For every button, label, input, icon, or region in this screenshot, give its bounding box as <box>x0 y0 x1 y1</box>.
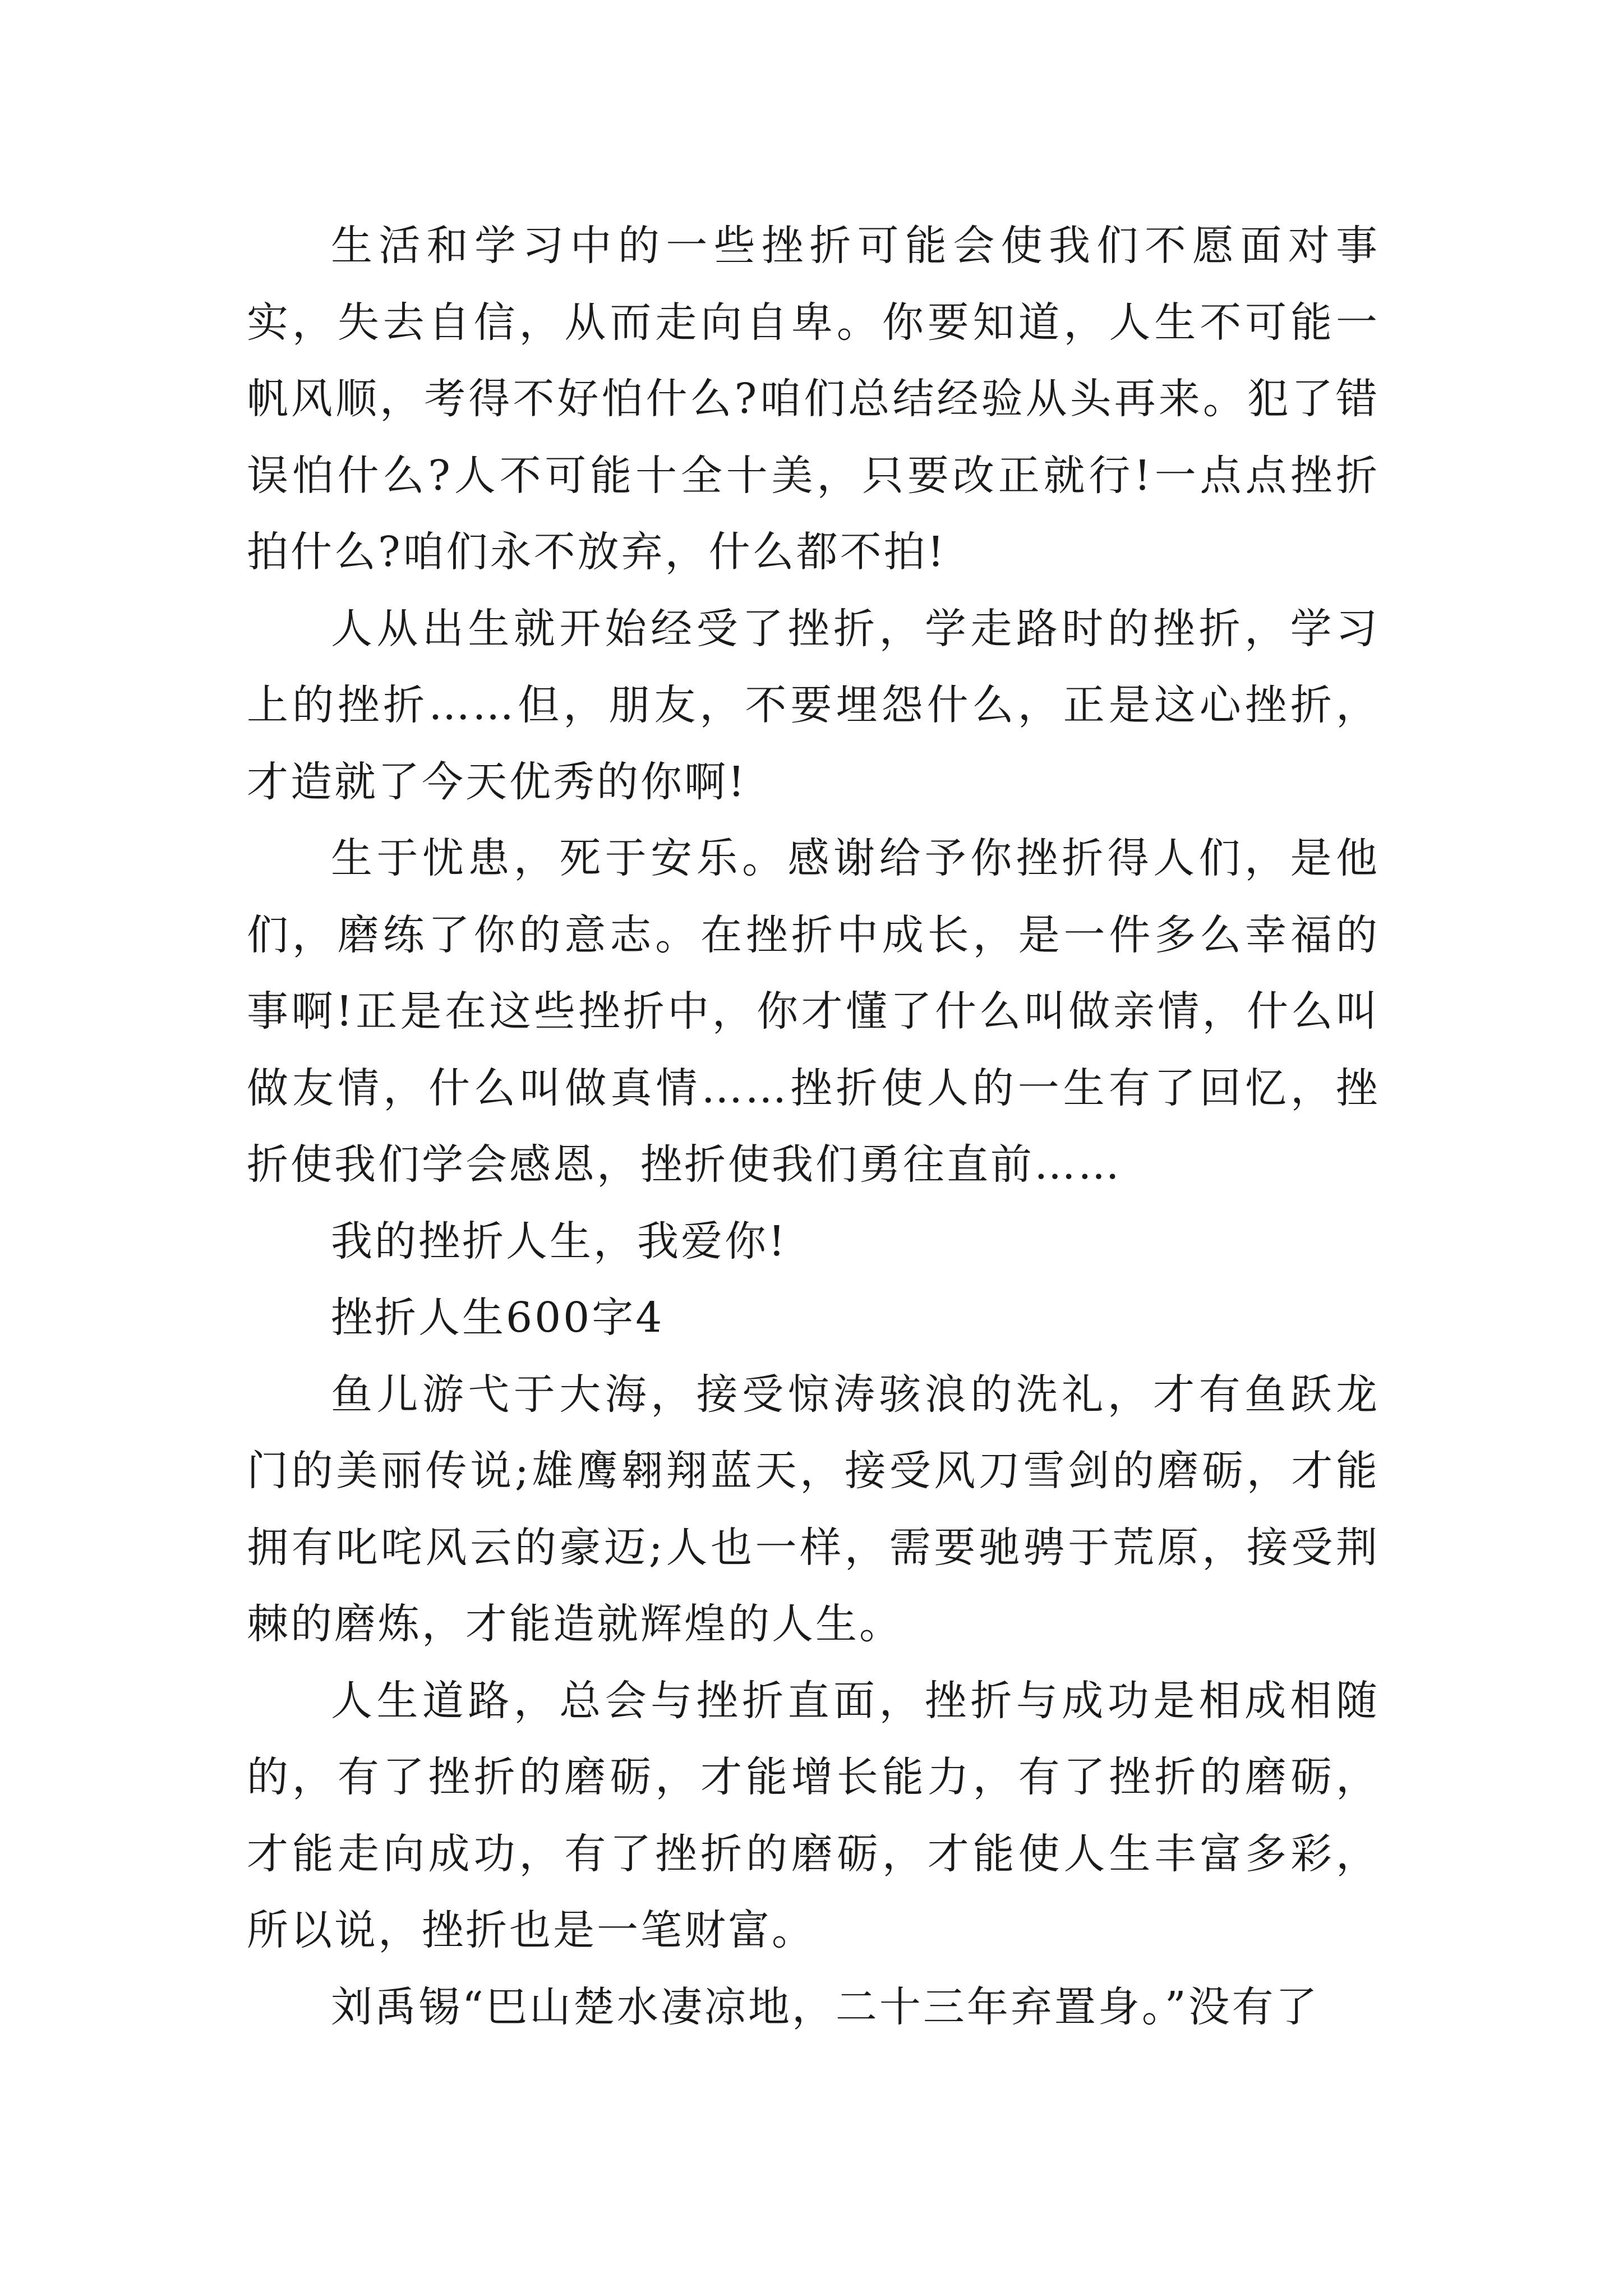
section-heading: 挫折人生600字4 <box>331 1294 665 1342</box>
paragraph-5: 鱼儿游弋于大海，接受惊涛骇浪的洗礼，才有鱼跃龙门的美丽传说;雄鹰翱翔蓝天，接受风刀雪剑的磨砺，才能拥有叱咤风云的豪迈;人也一样，需要驰骋于荒原，接受荆棘的磨炼，才能造就辉煌的人生。 <box>247 1370 1380 1648</box>
document-body <box>247 208 1380 2045</box>
paragraph-4: 我的挫折人生，我爱你! <box>331 1217 787 1266</box>
paragraph-1: 生活和学习中的一些挫折可能会使我们不愿面对事实，失去自信，从而走向自卑。你要知道，人生不可能一帆风顺，考得不好怕什么?咱们总结经验从头再来。犯了错误怕什么?人不可能十全十美，只要改正就行!一点点挫折拍什么?咱们永不放弃，什么都不拍! <box>247 222 1380 576</box>
paragraph-7: 刘禹锡“巴山楚水凄凉地，二十三年弃置身。”没有了 <box>331 1982 1320 2031</box>
paragraph-6: 人生道路，总会与挫折直面，挫折与成功是相成相随的，有了挫折的磨砺，才能增长能力，有了挫折的磨砺，才能走向成功，有了挫折的磨砺，才能使人生丰富多彩，所以说，挫折也是一笔财富。 <box>247 1676 1380 1954</box>
paragraph-3: 生于忧患，死于安乐。感谢给予你挫折得人们，是他们，磨练了你的意志。在挫折中成长，是一件多么幸福的事啊!正是在这些挫折中，你才懂了什么叫做亲情，什么叫做友情，什么叫做真情……挫折使人的一生有了回忆，挫折使我们学会感恩，挫折使我们勇往直前…… <box>247 834 1380 1189</box>
paragraph-2: 人从出生就开始经受了挫折，学走路时的挫折，学习上的挫折……但，朋友，不要埋怨什么，正是这心挫折，才造就了今天优秀的你啊! <box>247 604 1380 806</box>
